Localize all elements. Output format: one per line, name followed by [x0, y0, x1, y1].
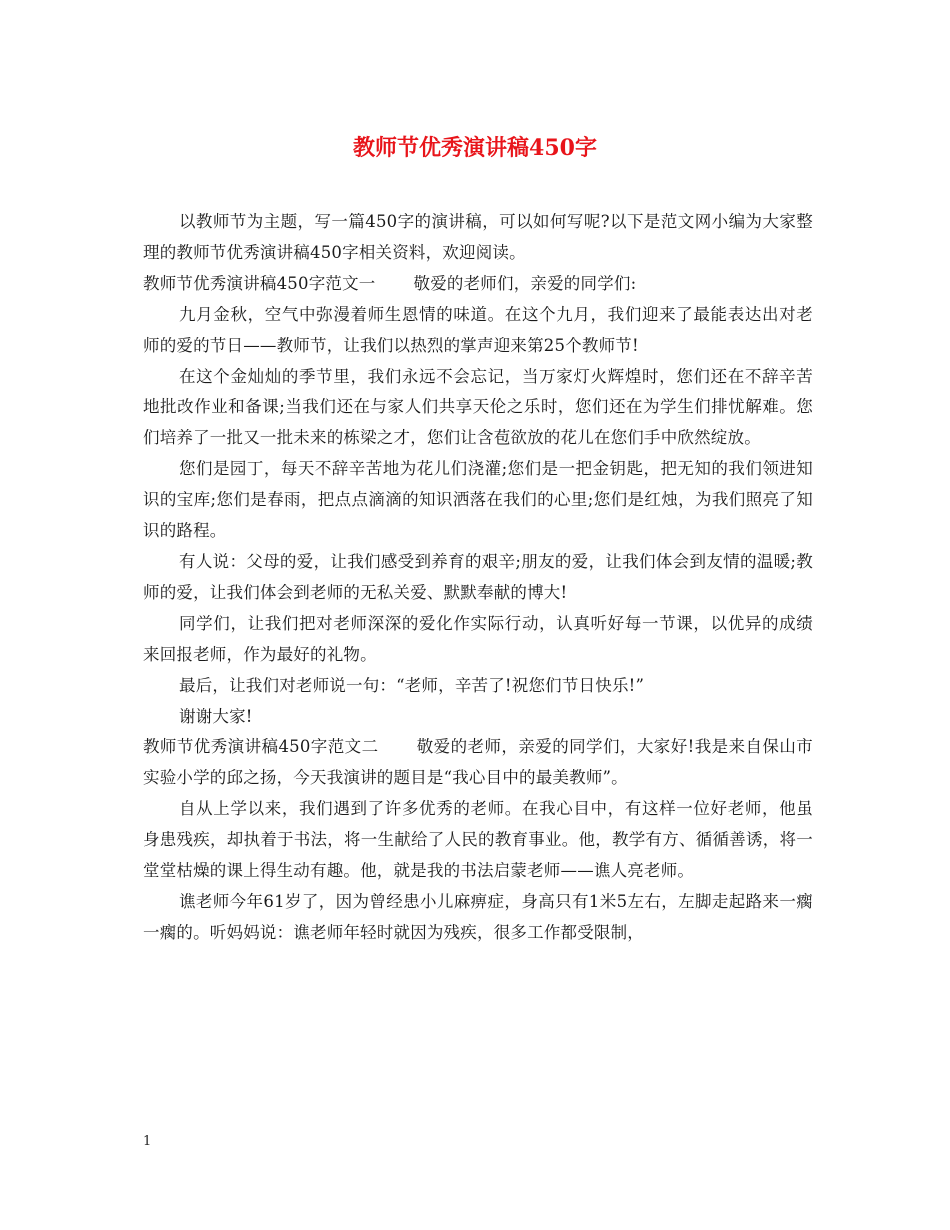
section-greeting: 敬爱的老师，亲爱的同学们，大家好!我是来自保山市实验小学的邱之扬，今天我演讲的题目是“我心目中的最美教师”。 [143, 737, 814, 788]
document-title: 教师节优秀演讲稿450字 [353, 135, 597, 161]
section-label: 教师节优秀演讲稿450字范文二 [143, 737, 379, 757]
paragraph: 有人说：父母的爱，让我们感受到养育的艰辛;朋友的爱，让我们体会到友情的温暖;教师的爱，让我们体会到老师的无私关爱、默默奉献的博大! [143, 551, 813, 602]
paragraph-intro: 以教师节为主题，写一篇450字的演讲稿，可以如何写呢?以下是范文网小编为大家整理的教师节优秀演讲稿450字相关资料，欢迎阅读。 [143, 212, 813, 262]
paragraph: 同学们，让我们把对老师深深的爱化作实际行动，认真听好每一节课，以优异的成绩来回报老师，作为最好的礼物。 [143, 613, 813, 664]
paragraph: 九月金秋，空气中弥漫着师生恩情的味道。在这个九月，我们迎来了最能表达出对老师的爱的节日——教师节，让我们以热烈的掌声迎来第25个教师节! [143, 304, 813, 355]
section-greeting: 敬爱的老师们，亲爱的同学们: [413, 273, 637, 293]
paragraph: 自从上学以来，我们遇到了许多优秀的老师。在我心目中，有这样一位好老师，他虽身患残疾，却执着于书法，将一生献给了人民的教育事业。他，教学有方、循循善诱，将一堂堂枯燥的课上得生动有趣。他，就是我的书法启蒙老师——谯人亮老师。 [143, 799, 813, 881]
paragraph: 最后，让我们对老师说一句：“老师，辛苦了!祝您们节日快乐!” [179, 675, 645, 695]
document-body [143, 207, 813, 949]
section-heading-2 [143, 732, 813, 794]
section-label: 教师节优秀演讲稿450字范文一 [143, 273, 376, 293]
paragraph: 在这个金灿灿的季节里，我们永远不会忘记，当万家灯火辉煌时，您们还在不辞辛苦地批改作业和备课;当我们还在与家人们共享天伦之乐时，您们还在为学生们排忧解难。您们培养了一批又一批未来的栋梁之才，您们让含苞欲放的花儿在您们手中欣然绽放。 [143, 366, 813, 448]
section-heading-1 [143, 269, 813, 300]
page-number: 1 [143, 1134, 152, 1149]
paragraph: 谢谢大家! [179, 706, 253, 726]
paragraph: 谯老师今年61岁了，因为曾经患小儿麻痹症，身高只有1米5左右，左脚走起路来一瘸一瘸的。听妈妈说：谯老师年轻时就因为残疾，很多工作都受限制， [143, 891, 813, 942]
paragraph: 您们是园丁，每天不辞辛苦地为花儿们浇灌;您们是一把金钥匙，把无知的我们领进知识的宝库;您们是春雨，把点点滴滴的知识洒落在我们的心里;您们是红烛，为我们照亮了知识的路程。 [143, 459, 813, 541]
